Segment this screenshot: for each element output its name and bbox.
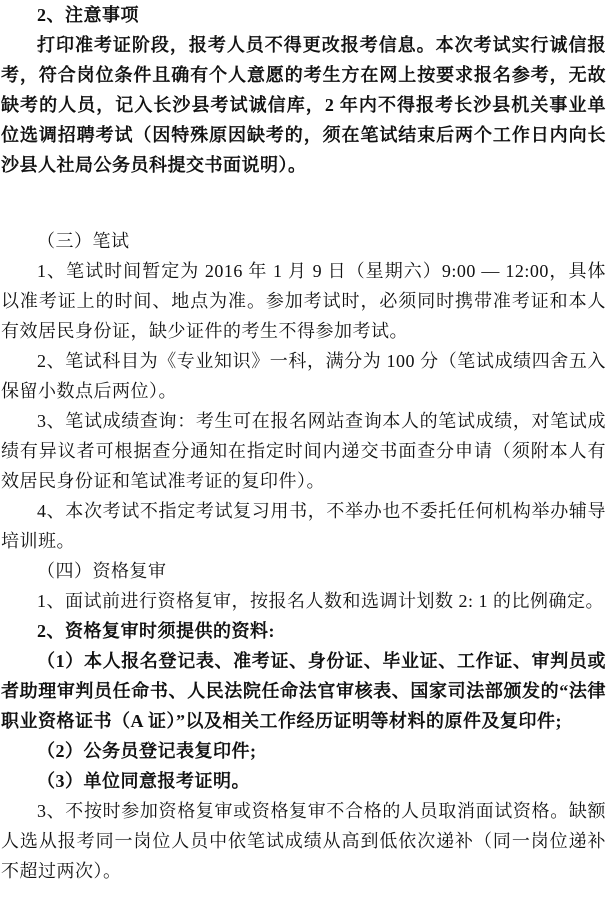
paragraph-notice-body: 打印准考证阶段，报考人员不得更改报考信息。本次考试实行诚信报考，符合岗位条件且确有个人意愿的考生方在网上按要求报名参考，无故缺考的人员，记入长沙县考试诚信库，2 年内不得报考长沙县机关事业单位选调招聘考试（因特殊原因缺考的，须在笔试结束后两个工作日内向长沙县人社局公务员科提交书面说明）。 bbox=[1, 35, 606, 175]
paragraph-material-item-1: （1）本人报名登记表、准考证、身份证、毕业证、工作证、审判员或者助理审判员任命书、人民法院任命法官审核表、国家司法部颁发的“法律职业资格证书（A 证）”以及相关工作经历证明等材料的原件及复印件; bbox=[1, 651, 606, 731]
paragraph-material-item-2: （2）公务员登记表复印件; bbox=[37, 741, 257, 761]
paragraph-exam-time: 1、笔试时间暂定为 2016 年 1 月 9 日（星期六）9:00 — 12:00，具体以准考证上的时间、地点为准。参加考试时，必须同时携带准考证和本人有效居民身份证，缺少证件的考生不得参加考试。 bbox=[1, 261, 606, 341]
heading-section-4-qualification-review: （四）资格复审 bbox=[37, 561, 167, 581]
heading-notice-items: 2、注意事项 bbox=[37, 5, 139, 25]
paragraph-exam-subject: 2、笔试科目为《专业知识》一科，满分为 100 分（笔试成绩四舍五入保留小数点后两位）。 bbox=[1, 351, 606, 401]
paragraph-score-inquiry: 3、笔试成绩查询：考生可在报名网站查询本人的笔试成绩，对笔试成绩有异议者可根据查分通知在指定时间内递交书面查分申请（须附本人有效居民身份证和笔试准考证的复印件）。 bbox=[1, 411, 606, 491]
heading-required-materials: 2、资格复审时须提供的资料: bbox=[37, 621, 275, 641]
paragraph-review-ratio: 1、面试前进行资格复审，按报名人数和选调计划数 2: 1 的比例确定。 bbox=[37, 591, 604, 611]
paragraph-material-item-3: （3）单位同意报考证明。 bbox=[37, 771, 250, 791]
paragraph-disqualification-rule: 3、不按时参加资格复审或资格复审不合格的人员取消面试资格。缺额人选从报考同一岗位人员中依笔试成绩从高到低依次递补（同一岗位递补不超过两次）。 bbox=[1, 801, 606, 881]
paragraph-no-review-books: 4、本次考试不指定考试复习用书，不举办也不委托任何机构举办辅导培训班。 bbox=[1, 501, 606, 551]
heading-section-3-written-exam: （三）笔试 bbox=[37, 231, 130, 251]
